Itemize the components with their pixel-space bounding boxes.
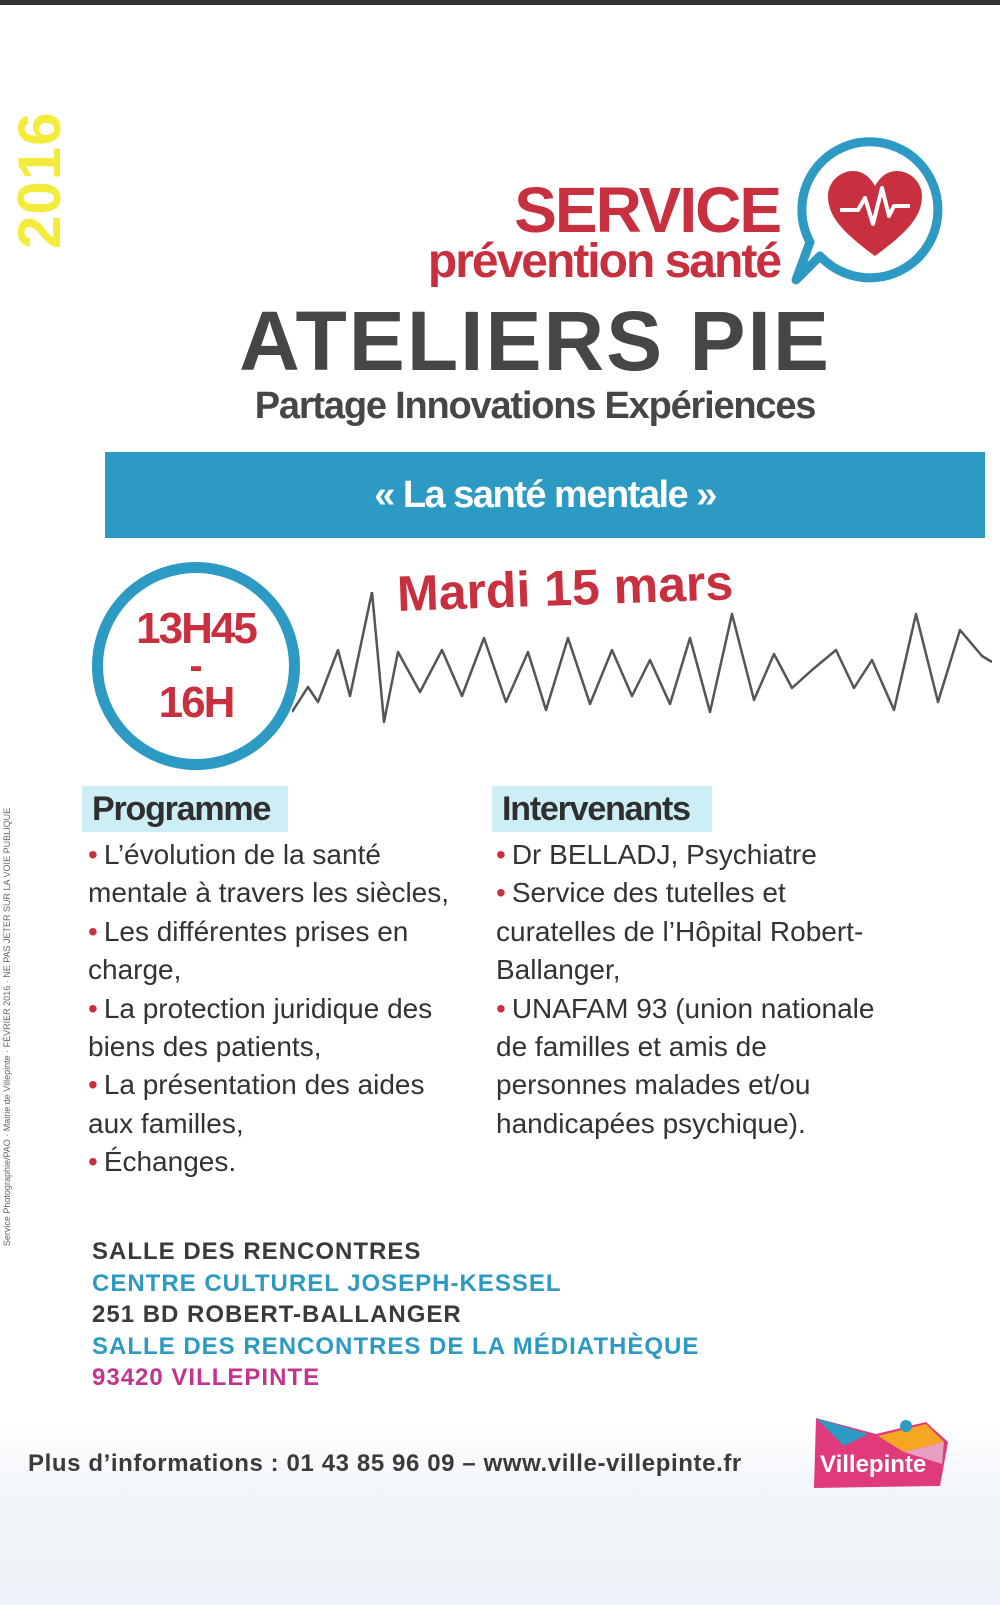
- address-line: 251 BD ROBERT-BALLANGER: [92, 1301, 462, 1328]
- time-start: 13H45: [136, 604, 256, 653]
- list-item: • La protection juridique des biens des patients,: [88, 992, 433, 1063]
- footer-info: Plus d’informations : 01 43 85 96 09 – www.ville-villepinte.fr: [28, 1450, 742, 1477]
- event-date: Mardi 15 mars: [396, 554, 735, 622]
- service-subtitle: prévention santé: [427, 235, 780, 288]
- list-item: • Les différentes prises en charge,: [88, 915, 409, 986]
- service-title: SERVICE: [514, 174, 780, 246]
- bullet-icon: •: [496, 877, 506, 909]
- heart-ecg-speech-bubble-icon: [790, 128, 960, 298]
- address-line: SALLE DES RENCONTRES DE LA MÉDIATHÈQUE: [92, 1332, 700, 1360]
- year-label: 2016: [6, 111, 73, 249]
- main-subtitle: Partage Innovations Expériences: [254, 385, 816, 427]
- main-title: ATELIERS PIE: [239, 294, 831, 388]
- side-credit: Service Photographie/PAO · Mairie de Villepinte · FÉVRIER 2016 · NE PAS JETER SUR LA VOIE PUBLIQUE: [2, 807, 12, 1247]
- time-end: 16H: [158, 678, 234, 727]
- list-item: • Dr BELLADJ, Psychiatre: [496, 839, 817, 870]
- list-item: • La présentation des aides aux familles,: [88, 1069, 425, 1139]
- time-circle: [92, 562, 300, 770]
- bullet-icon: •: [496, 992, 506, 1024]
- villepinte-logo: [808, 1412, 954, 1496]
- theme-banner: [105, 452, 985, 538]
- venue-address: [92, 1236, 699, 1394]
- bullet-icon: •: [88, 1146, 98, 1178]
- intervenants-heading: Intervenants: [492, 786, 712, 832]
- bullet-icon: •: [88, 839, 98, 870]
- list-item: • UNAFAM 93 (union nationale de familles et amis de personnes malades et/ou handicapées psychique).: [496, 992, 875, 1139]
- address-line: 93420 VILLEPINTE: [92, 1364, 321, 1391]
- bullet-icon: •: [496, 839, 506, 870]
- programme-heading: Programme: [82, 786, 288, 832]
- ecg-line-decoration: [292, 592, 992, 742]
- bullet-icon: •: [88, 915, 98, 947]
- list-item: • Service des tutelles et curatelles de l’Hôpital Robert-Ballanger,: [496, 877, 864, 986]
- address-line: CENTRE CULTUREL JOSEPH-KESSEL: [92, 1269, 562, 1297]
- list-item: • Échanges.: [88, 1146, 237, 1178]
- programme-list: [88, 836, 468, 1182]
- intervenants-list: [496, 836, 886, 1143]
- time-separator: -: [189, 644, 203, 688]
- top-rule: [0, 0, 1000, 5]
- bullet-icon: •: [88, 1069, 98, 1101]
- bullet-icon: •: [88, 992, 98, 1024]
- address-line: SALLE DES RENCONTRES: [92, 1238, 422, 1265]
- logo-text: Villepinte: [820, 1451, 927, 1478]
- theme-text: « La santé mentale »: [374, 473, 716, 516]
- list-item: • L’évolution de la santé mentale à travers les siècles,: [88, 839, 450, 909]
